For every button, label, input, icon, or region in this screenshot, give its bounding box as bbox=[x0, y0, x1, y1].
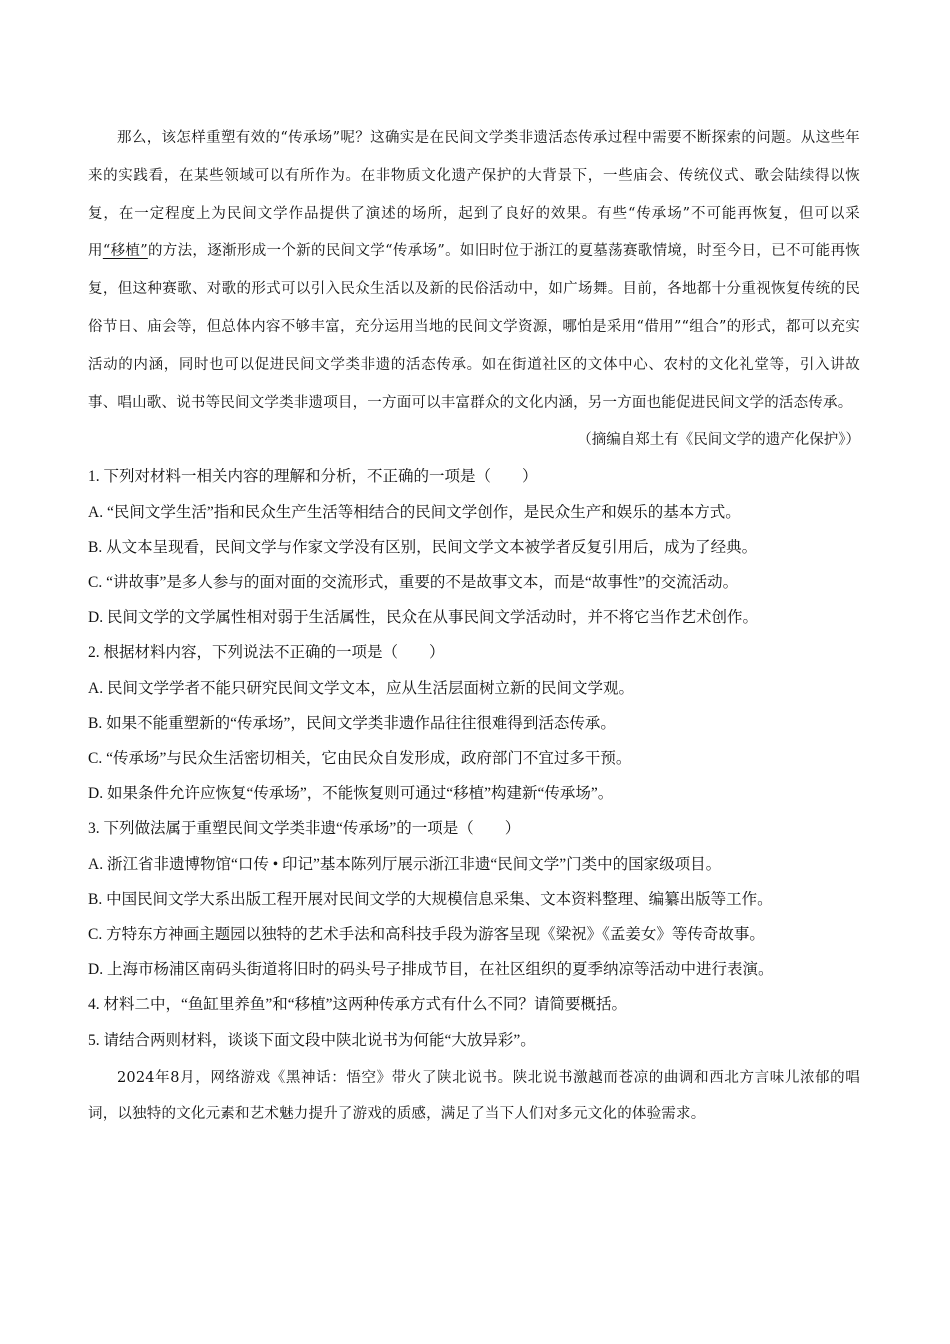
question-5: 5. 请结合两则材料，谈谈下面文段中陕北说书为何能“大放异彩”。 bbox=[88, 1031, 536, 1049]
passage-text-after: 的方法，逐渐形成一个新的民间文学“传承场”。如旧时位于浙江的夏墓荡赛歌情境，时至今日，已不可能再恢复，但这种赛歌、对歌的形式可以引入民众生活以及新的民俗活动中，如广场舞。目前，各地都十分重视恢复传统的民俗节日、庙会等，但总体内容不够丰富，充分运用当地的民间文学资源，哪怕是采用“借用”“组合”的形式，都可以充实活动的内涵，同时也可以促进民间文学类非遗的活态传承。如在街道社区的文体中心、农村的文化礼堂等，引入讲故事、唱山歌、说书等民间文学类非遗项目，一方面可以丰富群众的文化内涵，另一方面也能促进民间文学的活态传承。 bbox=[88, 243, 860, 411]
passage-underlined-term: “移植” bbox=[102, 243, 148, 260]
question-1: 1. 下列对材料一相关内容的理解和分析，不正确的一项是（ ） bbox=[88, 468, 538, 486]
question-3-option-c: C. 方特东方神画主题园以独特的艺术手法和高科技手段为游客呈现《梁祝》《孟姜女》等传奇故事。 bbox=[88, 926, 765, 944]
question-4: 4. 材料二中，“鱼缸里养鱼”和“移植”这两种传承方式有什么不同？请简要概括。 bbox=[88, 996, 628, 1014]
question-1-option-c: C. “讲故事”是多人参与的面对面的交流形式，重要的不是故事文本，而是“故事性”的交流活动。 bbox=[88, 573, 739, 591]
question-2: 2. 根据材料内容，下列说法不正确的一项是（ ） bbox=[88, 644, 445, 662]
question-3-option-d: D. 上海市杨浦区南码头街道将旧时的码头号子排成节目，在社区组织的夏季纳凉等活动中进行表演。 bbox=[88, 961, 774, 979]
question-1-option-a: A. “民间文学生活”指和民众生产生活等相结合的民间文学创作，是民众生产和娱乐的基本方式。 bbox=[88, 503, 741, 521]
passage-paragraph bbox=[88, 120, 860, 422]
document-page bbox=[88, 120, 860, 1132]
question-2-option-d: D. 如果条件允许应恢复“传承场”，不能恢复则可通过“移植”构建新“传承场”。 bbox=[88, 785, 614, 803]
question-2-option-a: A. 民间文学学者不能只研究民间文学文本，应从生活层面树立新的民间文学观。 bbox=[88, 679, 634, 697]
passage-source: （摘编自郑土有《民间文学的遗产化保护》） bbox=[577, 432, 860, 449]
question-1-option-b: B. 从文本呈现看，民间文学与作家文学没有区别，民间文学文本被学者反复引用后，成为了经典。 bbox=[88, 538, 758, 556]
question-2-option-b: B. 如果不能重塑新的“传承场”，民间文学类非遗作品往往很难得到活态传承。 bbox=[88, 714, 616, 732]
question-3-option-b: B. 中国民间文学大系出版工程开展对民间文学的大规模信息采集、文本资料整理、编纂出版等工作。 bbox=[88, 890, 773, 908]
passage-text-before: 那么，该怎样重塑有效的“传承场”呢？这确实是在民间文学类非遗活态传承过程中需要不断探索的问题。从这些年来的实践看，在某些领域可以有所作为。在非物质文化遗产保护的大背景下，一些庙会、传统仪式、歌会陆续得以恢复，在一定程度上为民间文学作品提供了演述的场所，起到了良好的效果。有些“传承场”不可能再恢复，但可以采用 bbox=[88, 130, 860, 260]
question-3-option-a: A. 浙江省非遗博物馆“口传 • 印记”基本陈列厅展示浙江非遗“民间文学”门类中的国家级项目。 bbox=[88, 855, 722, 873]
excerpt-paragraph: 2024年8月，网络游戏《黑神话：悟空》带火了陕北说书。陕北说书激越而苍凉的曲调和西北方言味儿浓郁的唱词，以独特的文化元素和艺术魅力提升了游戏的质感，满足了当下人们对多元文化的体验需求。 bbox=[88, 1069, 860, 1122]
question-3: 3. 下列做法属于重塑民间文学类非遗“传承场”的一项是（ ） bbox=[88, 820, 521, 838]
question-1-option-d: D. 民间文学的文学属性相对弱于生活属性，民众在从事民间文学活动时，并不将它当作艺术创作。 bbox=[88, 609, 758, 627]
question-list bbox=[88, 459, 860, 1057]
question-2-option-c: C. “传承场”与民众生活密切相关，它由民众自发形成，政府部门不宜过多干预。 bbox=[88, 750, 632, 767]
